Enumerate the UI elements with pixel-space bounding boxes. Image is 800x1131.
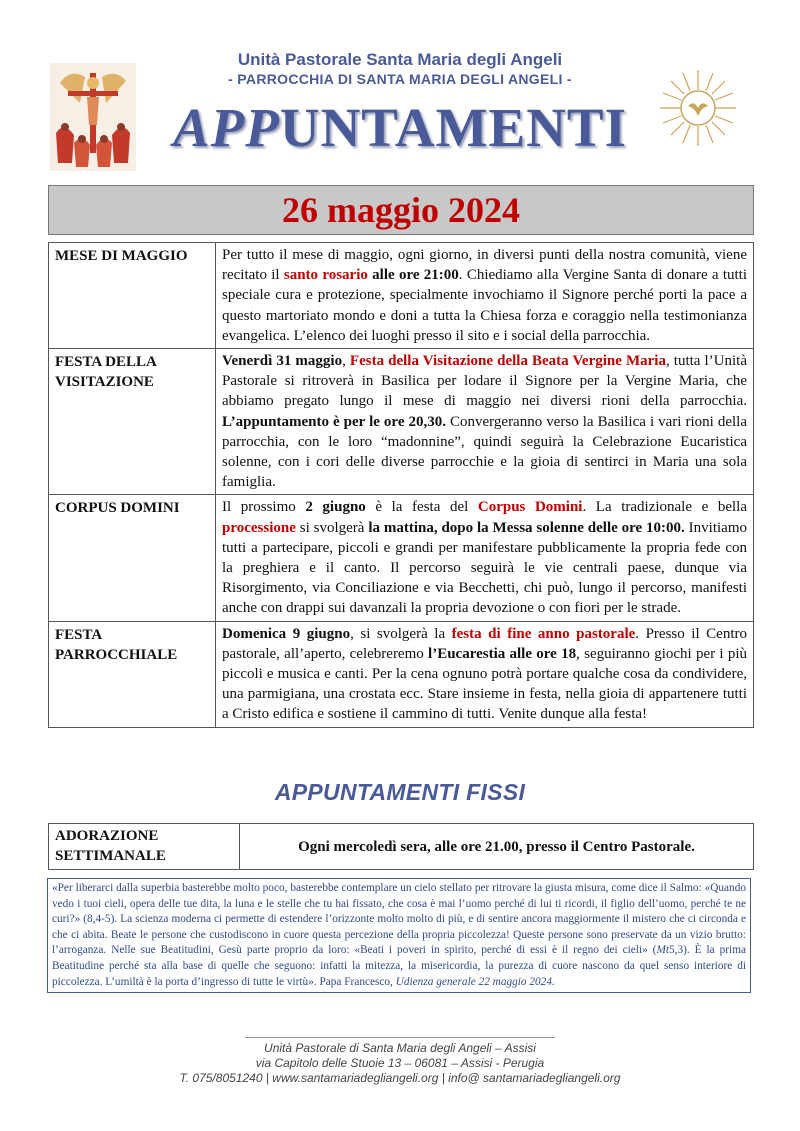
- event-description: Il prossimo 2 giugno è la festa del Corpus Domini. La tradizionale e bella processione si svolgerà la mattina, dopo la Messa solenne delle ore 10:00. Invitiamo tutti a partecipare, piccoli e grandi per manifestare pubblicamente la propria fede con la preghiera e il canto. Il percorso seguirà le vie centrali paese, dunque via Risorgimento, via Conciliazione e via Becchetti, chi può, lungo il percorso, manifesti anche con drappi sui davanzali la propria devozione o con fiori per le strade.: [216, 495, 754, 621]
- event-description: Per tutto il mese di maggio, ogni giorno, in diversi punti della nostra comunità, viene recitato il santo rosario alle ore 21:00. Chiediamo alla Vergine Santa di donare a tutti speciale cura e protezione, specialmente invochiamo il Signore perché porti la pace a questo martoriato mondo e doni a tutta la Chiesa forza e coraggio nella testimonianza evangelica. L’elenco dei luoghi presso il sito e i social della parrocchia.: [216, 243, 754, 349]
- table-row: [49, 621, 754, 727]
- event-label: CORPUS DOMINI: [49, 495, 216, 621]
- title-italic-part: APP: [172, 97, 280, 158]
- fixed-title-rest-part: UNTAMENTI FISSI: [323, 779, 526, 805]
- table-row: [49, 349, 754, 495]
- page-title: [0, 96, 800, 159]
- events-table: [48, 242, 754, 728]
- footer-divider: [245, 1037, 555, 1038]
- event-label: MESE DI MAGGIO: [49, 243, 216, 349]
- parish-name: - PARROCCHIA DI SANTA MARIA DEGLI ANGELI -: [228, 71, 572, 87]
- quote-text: «Per liberarci dalla superbia basterebbe molto poco, basterebbe contemplare un cielo stellato per ritrovare la giusta misura, come dice il Salmo: «Quando vedo i tuoi cieli, opera delle tue dita, la luna e le stelle che tu hai fissato, che cosa è mai l’uomo perché di lui ti ricordi, il figlio dell’uomo, perché te ne curi?» (8,4-5). La scienza moderna ci permette di estendere l’orizzonte molto molto di più, e di sentire ancora maggiormente il mistero che ci circonda e che ci abita. Beate le persone che custodiscono in cuore questa percezione della propria piccolezza! Queste persone sono preservate da un vizio brutto: l’arroganza. Nelle sue Beatitudini, Gesù parte proprio da loro: «Beati i poveri in spirito, perché di essi è il regno dei cieli» (: [52, 882, 746, 957]
- date-text: 26 maggio 2024: [282, 190, 520, 230]
- fixed-value: Ogni mercoledì sera, alle ore 21.00, presso il Centro Pastorale.: [240, 824, 754, 870]
- table-row: [49, 243, 754, 349]
- fixed-label: ADORAZIONE SETTIMANALE: [49, 824, 240, 870]
- table-row: [49, 824, 754, 870]
- fixed-title-italic-part: APP: [274, 779, 324, 805]
- date-banner: [48, 185, 754, 235]
- table-row: [49, 495, 754, 621]
- footer-contacts: T. 075/8051240 | www.santamariadegliangeli.org | info@ santamariadegliangeli.org: [179, 1071, 621, 1085]
- footer-address: via Capitolo delle Stuoie 13 – 06081 – Assisi - Perugia: [255, 1056, 545, 1070]
- title-rest-part: UNTAMENTI: [279, 97, 628, 158]
- fixed-appointments-title: [0, 779, 800, 806]
- footer-unit: Unità Pastorale di Santa Maria degli Angeli – Assisi: [264, 1041, 536, 1055]
- fixed-appointments-table: [48, 823, 754, 870]
- quote-source: Udienza generale 22 maggio 2024.: [395, 975, 555, 988]
- event-label: FESTA PARROCCHIALE: [49, 621, 216, 727]
- event-description: Domenica 9 giugno, si svolgerà la festa di fine anno pastorale. Presso il Centro pastorale, all’aperto, celebreremo l’Eucarestia alle ore 18, seguiranno giochi per i più piccoli e musica e canti. Per la cena ognuno potrà portare qualche cosa da condividere, una parmigiana, una crostata ecc. Stare insieme in festa, nella gioia di appartenere tutti a Cristo edifica e sostiene il cammino di tutti. Venite dunque alla festa!: [216, 621, 754, 727]
- event-label: FESTA DELLA VISITAZIONE: [49, 349, 216, 495]
- unit-name: Unità Pastorale Santa Maria degli Angeli: [237, 50, 563, 69]
- quote-ref: Mt: [656, 944, 669, 957]
- pope-quote-box: [47, 878, 751, 993]
- quote-text-2: 5,3). È la prima Beatitudine perché sta alla base di quelle che seguono: infatti la mitezza, la misericordia, la purezza di cuore nascono da quel senso interiore di piccolezza. L’umiltà è la porta d’ingresso di tutte le virtù». Papa Francesco,: [52, 944, 746, 988]
- event-description: Venerdì 31 maggio, Festa della Visitazione della Beata Vergine Maria, tutta l’Unità Pastorale si ritroverà in Basilica per lodare il Signore per la Vergine Maria, che abbiamo pregato lungo il mese di maggio nei diversi rioni della parrocchia. L’appuntamento è per le ore 20,30. Convergeranno verso la Basilica i vari rioni della parrocchia, con le loro “madonnine”, quindi seguirà la Celebrazione Eucaristica solenne, con i cori delle diverse parrocchie e la gioia di sentirci in Maria una sola famiglia.: [216, 349, 754, 495]
